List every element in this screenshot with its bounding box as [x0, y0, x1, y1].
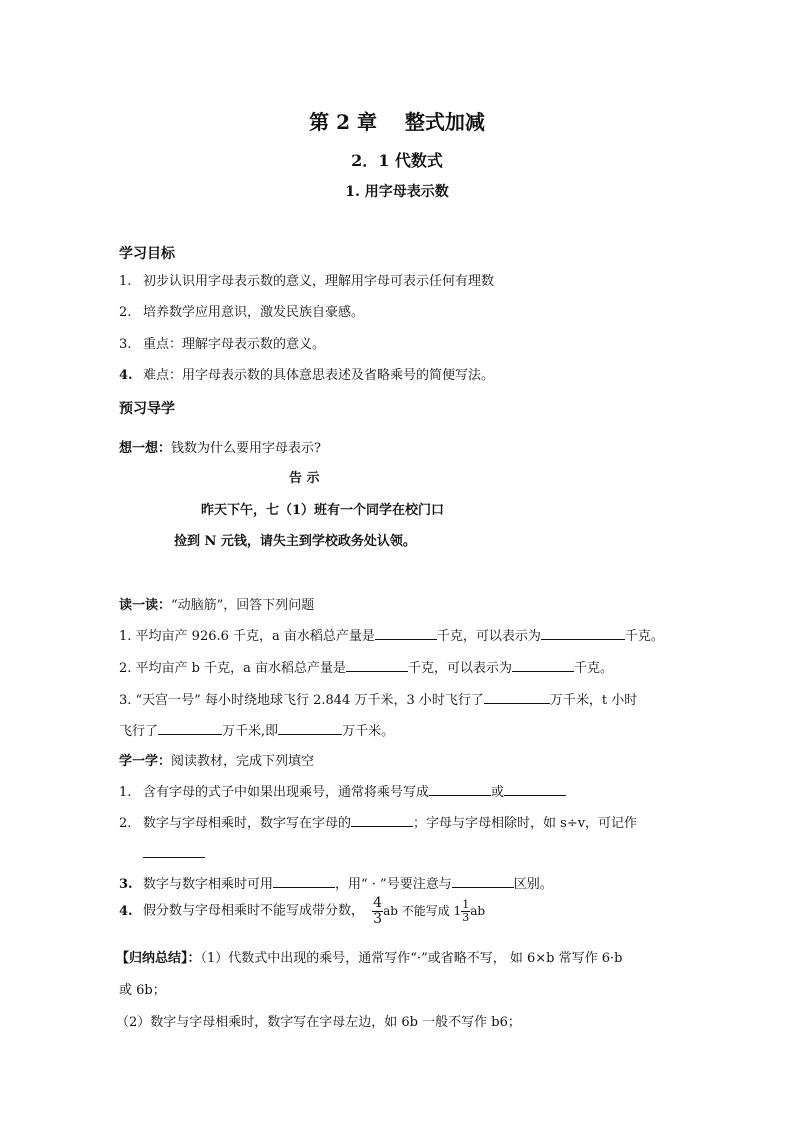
item-text: 数字与数字相乘时可用 — [143, 877, 274, 892]
goal-text: 难点：用字母表示数的具体意思表述及省略乘号的简便写法。 — [143, 368, 495, 383]
subsection-title: 1. 用字母表示数 — [345, 184, 449, 200]
goal-number: 1. — [119, 274, 132, 289]
answer-blank[interactable] — [429, 781, 491, 796]
answer-blank[interactable] — [375, 625, 437, 640]
answer-blank[interactable] — [346, 657, 408, 672]
think-label: 想一想： — [119, 441, 172, 456]
item-text: ab 不能写成 1 — [383, 904, 462, 919]
read-question-1 — [119, 625, 664, 644]
answer-blank[interactable] — [351, 812, 413, 827]
summary-text: （1）代数式中出现的乘号，通常写作“·”或省略不写， 如 6×b 常写作 6·b — [200, 951, 623, 966]
goals-heading: 学习目标 — [119, 246, 175, 262]
answer-blank[interactable] — [143, 843, 205, 858]
goal-text: 初步认识用字母表示数的意义，理解用字母可表示任何有理数 — [143, 274, 495, 289]
read-question-3-cont — [119, 720, 394, 739]
learn-item-2 — [119, 812, 637, 831]
goal-number: 3. — [119, 337, 132, 352]
chapter-name: 整式加减 — [404, 110, 485, 134]
item-number: 1. — [119, 785, 132, 800]
question-text: 千克，可以表示为 — [436, 629, 541, 644]
fraction-numerator: 4 — [373, 895, 383, 911]
goal-item-1 — [119, 270, 494, 289]
learn-item-4 — [119, 896, 485, 926]
answer-blank[interactable] — [158, 720, 222, 735]
preview-heading: 预习导学 — [119, 401, 175, 417]
goal-item-4 — [119, 364, 494, 383]
fraction-denominator: 3 — [373, 910, 383, 927]
chapter-number: 第 2 章 — [309, 110, 377, 134]
think-line — [119, 437, 321, 456]
read-line — [119, 594, 314, 613]
goal-number: 4. — [119, 368, 133, 383]
item-text: 数字与字母相乘时，数字写在字母的 — [143, 816, 352, 831]
item-text: 区别。 — [513, 877, 553, 892]
learn-text: 阅读教材，完成下列填空 — [171, 754, 315, 769]
item-text: ab — [470, 904, 486, 919]
answer-blank[interactable] — [504, 781, 566, 796]
goal-item-2 — [119, 301, 364, 320]
read-question-2 — [119, 657, 613, 676]
fraction-denominator: 3 — [462, 910, 470, 924]
learn-item-3 — [119, 873, 553, 892]
answer-blank[interactable] — [541, 625, 625, 640]
learn-label: 学一学： — [119, 754, 172, 769]
item-number: 2. — [119, 816, 132, 831]
item-number: 4. — [119, 903, 133, 919]
learn-line — [119, 750, 314, 769]
section-title: 2．1 代数式 — [351, 151, 443, 170]
question-text: 千克。 — [624, 629, 664, 644]
question-text: 3. “天宫一号” 每小时绕地球飞行 2.844 万千米，3 小时飞行了 — [119, 693, 484, 708]
think-text: 钱数为什么要用字母表示? — [171, 441, 321, 456]
question-text: 万千米,即 — [222, 724, 279, 739]
goal-text: 重点：理解字母表示数的意义。 — [143, 337, 326, 352]
question-text: 万千米。 — [342, 724, 395, 739]
question-text: 千克，可以表示为 — [408, 661, 513, 676]
item-text: 含有字母的式子中如果出现乘号，通常将乘号写成 — [143, 785, 430, 800]
summary-label: 【归纳总结】： — [116, 951, 201, 966]
summary-line-2: 或 6b； — [119, 983, 166, 998]
read-label: 读一读： — [119, 598, 172, 613]
fraction-four-thirds — [372, 896, 383, 926]
chapter-title — [0, 106, 794, 135]
question-text: 万千米，t 小时 — [549, 693, 638, 708]
item-text: ；字母与字母相除时，如 s÷v，可记作 — [413, 816, 638, 831]
item-text: 假分数与字母相乘时不能写成带分数， — [143, 903, 365, 919]
item-number: 3. — [119, 877, 133, 892]
read-question-3 — [119, 689, 637, 708]
summary-line-3: （2）数字与字母相乘时，数字写在字母左边，如 6b 一般不写作 b6； — [116, 1015, 521, 1030]
question-text: 飞行了 — [119, 724, 159, 739]
answer-blank[interactable] — [512, 657, 574, 672]
learn-item-1 — [119, 781, 566, 800]
question-text: 1. 平均亩产 926.6 千克，a 亩水稻总产量是 — [119, 629, 375, 644]
summary-line-1 — [116, 947, 622, 966]
fraction-one-third — [461, 899, 470, 923]
fraction-numerator: 1 — [462, 898, 470, 912]
question-text: 2. 平均亩产 b 千克，a 亩水稻总产量是 — [119, 661, 347, 676]
notice-line-1: 昨天下午，七（1）班有一个同学在校门口 — [201, 503, 445, 518]
notice-line-2: 捡到 N 元钱，请失主到学校政务处认领。 — [174, 534, 416, 549]
item-text: 或 — [491, 785, 505, 800]
answer-blank[interactable] — [484, 689, 550, 704]
notice-title: 告 示 — [289, 471, 320, 486]
learn-item-2-cont — [143, 843, 205, 862]
goal-item-3 — [119, 333, 325, 352]
read-text: “动脑筋”，回答下列问题 — [171, 598, 315, 613]
answer-blank[interactable] — [273, 873, 335, 888]
item-text: ，用“ · ”号要注意与 — [335, 877, 452, 892]
goal-number: 2. — [119, 305, 132, 320]
answer-blank[interactable] — [452, 873, 514, 888]
goal-text: 培养数学应用意识，激发民族自豪感。 — [143, 305, 365, 320]
answer-blank[interactable] — [278, 720, 342, 735]
question-text: 千克。 — [574, 661, 614, 676]
